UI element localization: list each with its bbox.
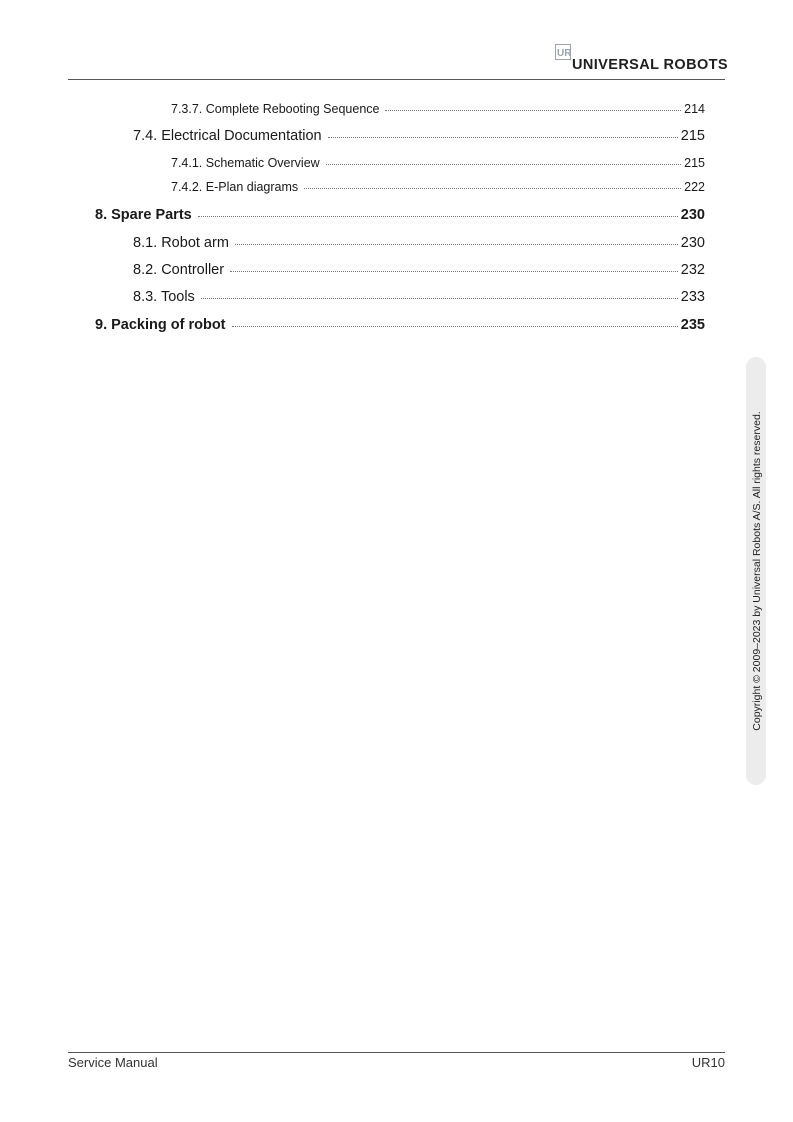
dot-leader <box>232 325 678 327</box>
toc-entry-label: 7.3.7. Complete Rebooting Sequence <box>171 102 380 116</box>
dot-leader <box>328 136 678 138</box>
toc-entry-page: 215 <box>680 128 705 144</box>
product-name: UR10 <box>691 1055 725 1070</box>
toc-entry-label: 8. Spare Parts <box>95 207 192 223</box>
toc-entry-label: 9. Packing of robot <box>95 317 226 333</box>
toc-entry[interactable] <box>171 102 705 116</box>
brand-logo <box>555 43 728 75</box>
dot-leader <box>304 187 681 189</box>
dot-leader <box>235 243 678 245</box>
logo-text: UNIVERSAL ROBOTS <box>572 57 728 73</box>
toc-entry[interactable] <box>95 317 705 333</box>
toc-entry-label: 7.4. Electrical Documentation <box>133 128 322 144</box>
toc-entry[interactable] <box>95 207 705 223</box>
footer-divider <box>68 1052 725 1053</box>
dot-leader <box>198 215 678 217</box>
toc-entry-page: 222 <box>684 180 705 194</box>
dot-leader <box>385 109 681 111</box>
toc-entry-label: 7.4.2. E-Plan diagrams <box>171 180 299 194</box>
toc-entry-page: 235 <box>680 317 705 333</box>
toc-entry[interactable] <box>133 235 705 251</box>
toc-entry[interactable] <box>171 156 705 170</box>
dot-leader <box>230 270 678 272</box>
svg-text:UR: UR <box>557 48 571 59</box>
toc-entry-label: 8.1. Robot arm <box>133 235 229 251</box>
toc-entry[interactable] <box>171 180 705 194</box>
toc-entry[interactable] <box>133 289 705 305</box>
toc-entry-page: 233 <box>680 289 705 305</box>
toc-entry[interactable] <box>133 128 705 144</box>
toc-entry-page: 232 <box>680 262 705 278</box>
toc-entry-page: 215 <box>684 156 705 170</box>
toc-entry-page: 230 <box>680 235 705 251</box>
toc-entry-label: 8.3. Tools <box>133 289 195 305</box>
copyright-notice: Copyright © 2009–2023 by Universal Robots A/S. All rights reserved. <box>751 411 763 731</box>
document-title: Service Manual <box>68 1055 158 1070</box>
toc-entry-label: 7.4.1. Schematic Overview <box>171 156 320 170</box>
header-divider <box>68 79 725 80</box>
toc-entry-page: 230 <box>680 207 705 223</box>
toc-entry-page: 214 <box>684 102 705 116</box>
toc-entry-label: 8.2. Controller <box>133 262 225 278</box>
dot-leader <box>201 297 678 299</box>
toc-entry[interactable] <box>133 262 705 278</box>
ur-logo-icon <box>555 44 571 60</box>
dot-leader <box>326 163 681 165</box>
